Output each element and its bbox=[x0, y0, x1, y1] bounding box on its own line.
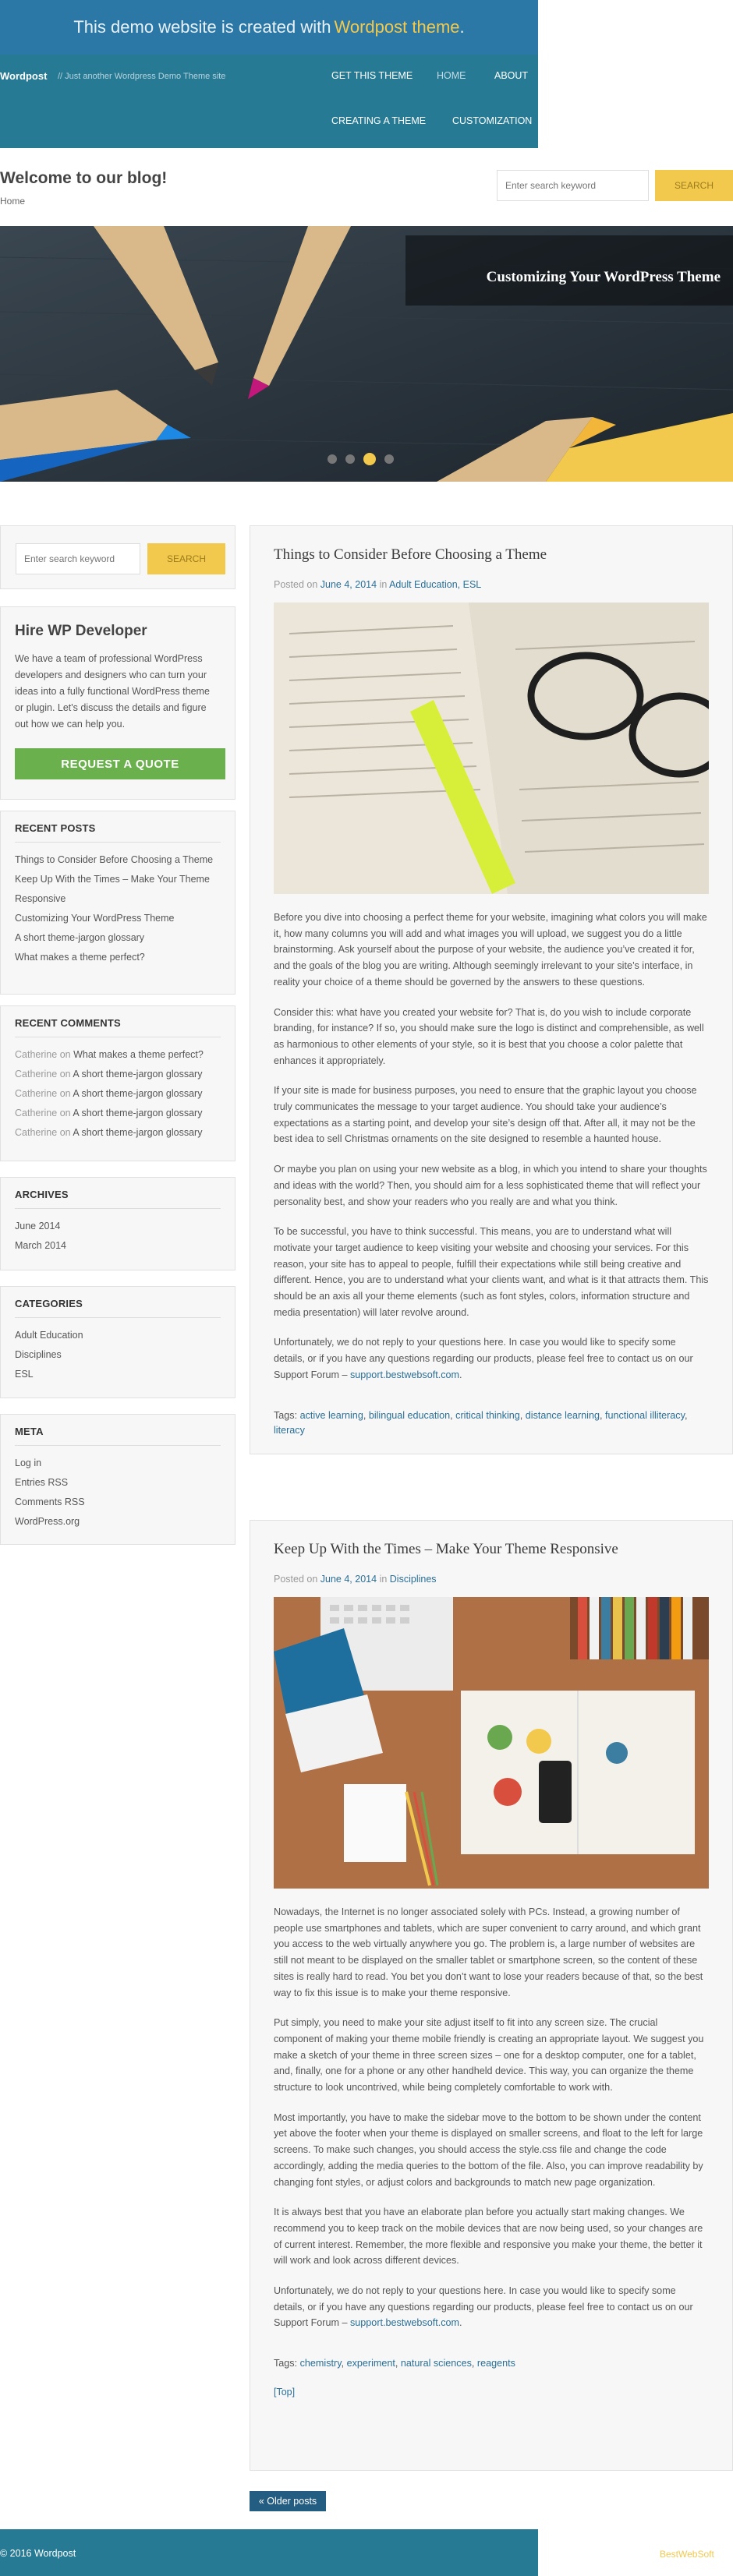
comment-post-link[interactable]: A short theme-jargon glossary bbox=[73, 1088, 203, 1099]
archive-link[interactable]: June 2014 bbox=[15, 1221, 61, 1231]
post-paragraph: Put simply, you need to make your site adjust itself to fit into any screen size. The crucial component of making your theme mobile friendly is creating an appropriate layout. We suggest you make a sketch of your theme in three screen sizes – one for a desktop computer, one for a tablet, and, finally, one for a phone or any other handheld device. This way, you can organize the theme structure to look uncontrived, while being completely comfortable to work with. bbox=[274, 2017, 704, 2094]
post-featured-image[interactable] bbox=[274, 1597, 709, 1889]
comment-on: on bbox=[59, 1108, 71, 1118]
archives-title: ARCHIVES bbox=[15, 1189, 69, 1200]
meta-link-comments-rss[interactable]: Comments RSS bbox=[15, 1496, 85, 1507]
search-input[interactable] bbox=[497, 170, 649, 201]
post-paragraph: Or maybe you plan on using your new website as a blog, in which you intend to share your thoughts and ideas with the world? Then, you should aim for a less sophisticated theme that will reflect your personality best, and show your readers who you really are and what you think. bbox=[274, 1164, 707, 1207]
slider-dot-active[interactable] bbox=[363, 453, 376, 465]
recent-comment bbox=[15, 1045, 221, 1065]
post-article bbox=[250, 525, 733, 1454]
comment-author: Catherine bbox=[15, 1049, 58, 1060]
post-tags: Tags: active learning, bilingual education, critical thinking, distance learning, functional illiteracy, literacy bbox=[274, 1409, 688, 1436]
tags-label: Tags: bbox=[274, 1409, 298, 1421]
recent-posts-widget bbox=[0, 811, 235, 995]
promo-prefix: This demo website is created with bbox=[73, 17, 331, 37]
post-in-label: in bbox=[379, 1574, 388, 1585]
post-paragraph: Most importantly, you have to make the sidebar move to the bottom to be shown under the content yet above the footer when your theme is displayed on smaller screens, and float to the left for large screens. To make such changes, you should access the style.css file and change the code accordingly, adding the media queries to the bottom of the file. Also, you can improve readability by changing font styles, or adjust colors and backgrounds to match new page organization. bbox=[274, 2111, 703, 2188]
sidebar-search-input[interactable] bbox=[16, 543, 140, 574]
support-text: Unfortunately, we do not reply to your questions here. In case you would like to specify some details, or if you have any questions regarding our products, please feel free to contact us on our Support Forum – bbox=[274, 1337, 693, 1380]
post-support-paragraph bbox=[274, 2283, 709, 2331]
breadcrumb[interactable]: Home bbox=[0, 196, 26, 207]
comment-on: on bbox=[59, 1088, 71, 1099]
image-slider[interactable] bbox=[0, 226, 733, 482]
promo-theme-link[interactable]: Wordpost theme bbox=[334, 17, 460, 37]
post-paragraph: To be successful, you have to think successful. This means, you are to understand what will motivate your target audience to keep visiting your website and choosing your services. For this reason, your site has to appeal to people, fulfill their expectations while still being creative and different. Hence, you are to understand what your clients want, and what is it that attracts them. This should be an axis all your theme elements (such as font styles, colors, information structure and media presentation) will later revolve around. bbox=[274, 1226, 709, 1318]
post-date-link[interactable]: June 4, 2014 bbox=[320, 579, 377, 590]
tag-link[interactable]: distance learning bbox=[525, 1409, 600, 1421]
posted-on-label: Posted on bbox=[274, 579, 318, 590]
post-tags: Tags: chemistry, experiment, natural sciences, reagents bbox=[274, 2358, 515, 2369]
slider-caption[interactable]: Customizing Your WordPress Theme bbox=[486, 269, 721, 285]
book-glasses-image bbox=[274, 602, 709, 894]
nav-item-get-this-theme[interactable]: GET THIS THEME bbox=[331, 70, 413, 81]
post-title[interactable]: Things to Consider Before Choosing a Theme bbox=[274, 546, 547, 563]
comment-on: on bbox=[59, 1127, 71, 1138]
categories-title: CATEGORIES bbox=[15, 1298, 83, 1309]
tag-link[interactable]: reagents bbox=[476, 2358, 515, 2369]
tags-label: Tags: bbox=[274, 2358, 298, 2369]
hire-widget bbox=[0, 606, 235, 800]
post-category-links[interactable]: Disciplines bbox=[389, 1574, 437, 1585]
tag-link[interactable]: bilingual education bbox=[368, 1409, 451, 1421]
comment-on: on bbox=[59, 1069, 71, 1080]
nav-item-customization[interactable]: CUSTOMIZATION bbox=[452, 115, 533, 126]
site-footer bbox=[0, 2529, 538, 2576]
sidebar-search-widget bbox=[0, 525, 235, 589]
recent-post-link[interactable]: Keep Up With the Times – Make Your Theme Responsive bbox=[15, 874, 210, 904]
meta-link-login[interactable]: Log in bbox=[15, 1458, 42, 1468]
category-link[interactable]: ESL bbox=[15, 1369, 34, 1380]
post-category-links[interactable]: Adult Education, ESL bbox=[389, 579, 482, 590]
meta-link-entries-rss[interactable]: Entries RSS bbox=[15, 1477, 69, 1488]
tag-link[interactable]: literacy bbox=[274, 1424, 305, 1436]
recent-post-link[interactable]: A short theme-jargon glossary bbox=[15, 932, 145, 943]
comment-post-link[interactable]: What makes a theme perfect? bbox=[73, 1049, 204, 1060]
archive-link[interactable]: March 2014 bbox=[15, 1240, 67, 1251]
request-quote-button[interactable]: REQUEST A QUOTE bbox=[15, 748, 225, 779]
tag-link[interactable]: natural sciences bbox=[400, 2358, 472, 2369]
search-button[interactable]: SEARCH bbox=[655, 170, 733, 201]
recent-post-link[interactable]: Things to Consider Before Choosing a Theme bbox=[15, 854, 214, 865]
categories-widget bbox=[0, 1286, 235, 1398]
support-forum-link[interactable]: support.bestwebsoft.com bbox=[350, 1369, 460, 1380]
post-featured-image[interactable] bbox=[274, 602, 709, 894]
archives-widget bbox=[0, 1177, 235, 1270]
promo-suffix: . bbox=[459, 17, 465, 37]
recent-comments-title: RECENT COMMENTS bbox=[15, 1017, 121, 1029]
widget-divider bbox=[15, 1317, 221, 1318]
post-paragraph: If your site is made for business purposes, you need to ensure that the graphic layout you choose truly communicates the message to your target audience. You should take your audience’s expectations as a starting point, and develop your site’s design off that. After all, it may not be the best idea to sell Christmas ornaments on the site designed to resemble a haunted house. bbox=[274, 1085, 697, 1145]
hire-text: We have a team of professional WordPress developers and designers who can turn your ideas into a fully functional WordPress theme or plugin. Let's discuss the details and figure out how we can help you. bbox=[15, 653, 210, 730]
post-meta bbox=[274, 1574, 709, 1585]
post-support-paragraph bbox=[274, 1334, 709, 1383]
tag-link[interactable]: experiment bbox=[346, 2358, 395, 2369]
comment-post-link[interactable]: A short theme-jargon glossary bbox=[73, 1127, 203, 1138]
recent-comment bbox=[15, 1123, 221, 1143]
category-link[interactable]: Adult Education bbox=[15, 1330, 83, 1341]
site-logo[interactable]: Wordpost bbox=[0, 70, 48, 82]
credit-link[interactable]: BestWebSoft bbox=[660, 2549, 714, 2560]
nav-item-about[interactable]: ABOUT bbox=[494, 70, 529, 81]
recent-comments-widget bbox=[0, 1005, 235, 1161]
post-paragraph: It is always best that you have an elaborate plan before you actually start making changes. We recommend you to keep track on the mobile devices that are now being used, so your changes are of current interest. Remember, the more flexible and responsive you make your theme, the better it will work and look across different devices. bbox=[274, 2207, 703, 2267]
nav-item-creating-a-theme[interactable]: CREATING A THEME bbox=[331, 115, 427, 126]
recent-comment bbox=[15, 1104, 221, 1123]
widget-divider bbox=[15, 1445, 221, 1446]
post-title[interactable]: Keep Up With the Times – Make Your Theme Responsive bbox=[274, 1541, 618, 1557]
comment-author: Catherine bbox=[15, 1088, 58, 1099]
promo-text bbox=[0, 0, 538, 55]
recent-posts-title: RECENT POSTS bbox=[15, 822, 96, 834]
slider-dot[interactable] bbox=[345, 454, 355, 464]
recent-comment bbox=[15, 1065, 221, 1084]
meta-link-wordpress-org[interactable]: WordPress.org bbox=[15, 1516, 80, 1527]
support-end: . bbox=[459, 1369, 462, 1380]
recent-post-link[interactable]: Customizing Your WordPress Theme bbox=[15, 913, 175, 924]
post-article bbox=[250, 1520, 733, 2471]
copyright-text: © 2016 Wordpost bbox=[0, 2548, 76, 2559]
site-header bbox=[0, 55, 538, 148]
posted-on-label: Posted on bbox=[274, 1574, 318, 1585]
slider-dot[interactable] bbox=[384, 454, 394, 464]
tag-link[interactable]: functional illiteracy bbox=[604, 1409, 685, 1421]
post-meta bbox=[274, 579, 709, 590]
slider-dot[interactable] bbox=[328, 454, 337, 464]
page-title: Welcome to our blog! bbox=[0, 169, 168, 187]
post-paragraph: Nowadays, the Internet is no longer associated solely with PCs. Instead, a growing number of people use smartphones and tablets, which are super convenient to carry around, and which grant you access to the web virtually anywhere you go. The problem is, a large number of websites are still not meant to be displayed on the smaller tablet or smartphone screen, so the content of these sites is really hard to read. You bet you don’t want to lose your readers because of that, so the best way to fix this issue is to make your theme responsive. bbox=[274, 1906, 703, 1998]
meta-title: META bbox=[15, 1426, 44, 1437]
recent-comment bbox=[15, 1084, 221, 1104]
category-link[interactable]: Disciplines bbox=[15, 1349, 62, 1360]
nav-item-home[interactable]: HOME bbox=[437, 70, 466, 81]
slider-dots bbox=[328, 451, 398, 465]
back-to-top-link[interactable]: [Top] bbox=[274, 2387, 296, 2398]
tag-link[interactable]: active learning bbox=[299, 1409, 363, 1421]
older-posts-button[interactable]: « Older posts bbox=[250, 2491, 326, 2511]
support-forum-link[interactable]: support.bestwebsoft.com bbox=[350, 2317, 460, 2329]
site-tagline: // Just another Wordpress Demo Theme site bbox=[58, 72, 226, 81]
post-paragraph: Consider this: what have you created your website for? That is, do you wish to include corporate branding, for instance? If so, you should make sure the logo is distinct and comprehensible, as well as harmonious to other elements of your style, so it is best that you choose a color palette that enhances it appropriately. bbox=[274, 1006, 704, 1066]
comment-author: Catherine bbox=[15, 1108, 58, 1118]
post-in-label: in bbox=[379, 579, 388, 590]
comment-author: Catherine bbox=[15, 1127, 58, 1138]
meta-widget bbox=[0, 1414, 235, 1545]
tag-link[interactable]: chemistry bbox=[299, 2358, 342, 2369]
tag-link[interactable]: critical thinking bbox=[455, 1409, 520, 1421]
comment-post-link[interactable]: A short theme-jargon glossary bbox=[73, 1108, 203, 1118]
post-paragraph: Before you dive into choosing a perfect theme for your website, imagining what colors you will make it, how many columns you will add and what images you will upload, we suggest you do a little brainstorming. Ask yourself about the purpose of your website, the audience you’ve created it for, and the goals of the blog you are writing. Although seemingly irrelevant to your site’s interface, in reality your choice of a theme should be governed by the answers to these questions. bbox=[274, 912, 707, 988]
support-end: . bbox=[459, 2317, 462, 2329]
promo-banner bbox=[0, 0, 538, 55]
hire-title: Hire WP Developer bbox=[15, 623, 147, 639]
comment-on: on bbox=[59, 1049, 71, 1060]
sidebar-search-button[interactable]: SEARCH bbox=[147, 543, 225, 574]
recent-post-link[interactable]: What makes a theme perfect? bbox=[15, 952, 145, 963]
support-text: Unfortunately, we do not reply to your questions here. In case you would like to specify some details, or if you have any questions regarding our products, please feel free to contact us on our Support Forum – bbox=[274, 2285, 693, 2329]
post-date-link[interactable]: June 4, 2014 bbox=[320, 1574, 377, 1585]
comment-post-link[interactable]: A short theme-jargon glossary bbox=[73, 1069, 203, 1080]
widget-divider bbox=[15, 842, 221, 843]
comment-author: Catherine bbox=[15, 1069, 58, 1080]
widget-divider bbox=[15, 1208, 221, 1209]
desk-workspace-image bbox=[274, 1597, 709, 1889]
